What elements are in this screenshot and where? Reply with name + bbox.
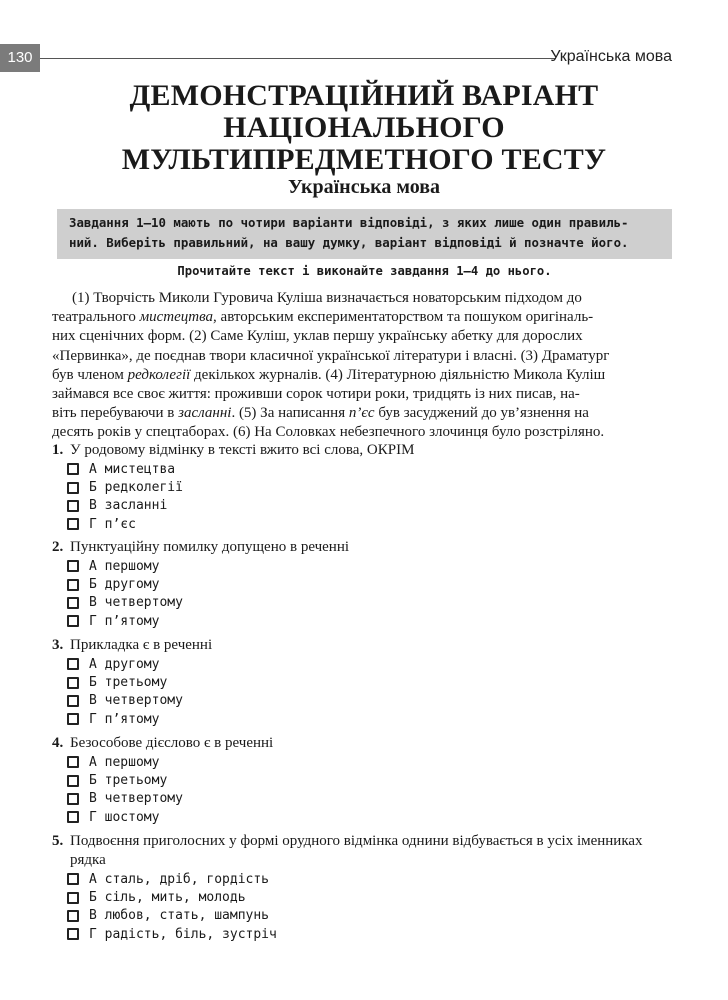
- title-line-3: МУЛЬТИПРЕДМЕТНОГО ТЕСТУ: [121, 143, 607, 176]
- checkbox-icon[interactable]: [67, 463, 79, 475]
- passage-line: «Первинка», де поєднав твори класичної української літератури і власні. (3) Драматург: [52, 347, 610, 364]
- answer-option[interactable]: [52, 497, 678, 515]
- passage-text: , авторським експериментаторством та пошуком оригіналь-: [213, 309, 594, 326]
- answer-option[interactable]: [52, 888, 678, 906]
- page-number: 130: [0, 44, 40, 72]
- checkbox-icon[interactable]: [67, 793, 79, 805]
- header-subject: Українська мова: [550, 48, 672, 65]
- passage-text: віть перебуваючи в: [52, 405, 179, 422]
- question-text: Безособове дієслово є в реченні: [70, 735, 274, 751]
- passage-text: театрального: [52, 309, 140, 326]
- checkbox-icon[interactable]: [67, 928, 79, 940]
- option-label: Г радість, біль, зустріч: [89, 926, 277, 942]
- option-label: В любов, стать, шампунь: [89, 908, 270, 924]
- passage-text: декількох журналів. (4) Літературною діяльністю Микола Куліш: [190, 366, 606, 383]
- passage-italic-word: редколегії: [127, 366, 191, 383]
- checkbox-icon[interactable]: [67, 713, 79, 725]
- question-number: 2.: [52, 539, 64, 555]
- option-label: Б другому: [89, 577, 160, 593]
- question-1: [52, 441, 678, 534]
- option-label: В четвертому: [89, 693, 183, 709]
- passage-line: них сценічних форм. (2) Саме Куліш, уклав першу українську абетку для дорослих: [52, 328, 583, 345]
- checkbox-icon[interactable]: [67, 560, 79, 572]
- checkbox-icon[interactable]: [67, 482, 79, 494]
- header-divider: [40, 58, 556, 59]
- checkbox-icon[interactable]: [67, 500, 79, 512]
- passage-line: (1) Творчість Миколи Гуровича Куліша визначається новаторським підходом до: [72, 290, 582, 306]
- answer-option[interactable]: [52, 870, 678, 888]
- option-label: А сталь, дріб, гордість: [89, 871, 270, 887]
- question-text: Подвоєння приголосних у формі орудного відмінка однини відбувається в усіх іменниках рядка: [70, 833, 643, 868]
- option-label: Б сіль, мить, молодь: [89, 890, 246, 906]
- option-label: В четвертому: [89, 595, 183, 611]
- checkbox-icon[interactable]: [67, 873, 79, 885]
- passage-line: [52, 308, 677, 327]
- answer-option[interactable]: [52, 594, 678, 612]
- option-label: В четвертому: [89, 791, 183, 807]
- answer-option[interactable]: [52, 557, 678, 575]
- instruction-line-2: ний. Виберіть правильний, на вашу думку, варіант відповіді й позначте його.: [69, 235, 629, 250]
- passage-line: займався все своє життя: проживши сорок чотири роки, тридцять із них писав, на-: [52, 386, 580, 403]
- answer-option[interactable]: [52, 478, 678, 496]
- page-header: [0, 44, 728, 74]
- answer-options: [52, 655, 678, 729]
- passage-text: був членом: [52, 366, 128, 383]
- passage-italic-word: мистецтва: [139, 309, 214, 326]
- answer-option[interactable]: [52, 612, 678, 630]
- question-3: [52, 636, 678, 729]
- option-label: А мистецтва: [89, 461, 176, 477]
- answer-options: [52, 460, 678, 534]
- checkbox-icon[interactable]: [67, 658, 79, 670]
- checkbox-icon[interactable]: [67, 811, 79, 823]
- answer-option[interactable]: [52, 808, 678, 826]
- passage-line: десять років у спецтаборах. (6) На Соловках небезпечного злочинця було розстріляно.: [52, 424, 605, 441]
- instruction-box: [57, 209, 672, 259]
- question-number: 1.: [52, 442, 64, 458]
- answer-option[interactable]: [52, 655, 678, 673]
- passage-intro: Прочитайте текст і виконайте завдання 1–4 до нього.: [177, 264, 552, 278]
- checkbox-icon[interactable]: [67, 677, 79, 689]
- passage-text: . (5) За написання: [231, 405, 349, 422]
- answer-option[interactable]: [52, 692, 678, 710]
- reading-passage: [52, 289, 677, 443]
- answer-option[interactable]: [52, 790, 678, 808]
- answer-option[interactable]: [52, 460, 678, 478]
- checkbox-icon[interactable]: [67, 910, 79, 922]
- option-label: Б редколегії: [89, 480, 183, 496]
- option-label: Г п’ятому: [89, 613, 160, 629]
- checkbox-icon[interactable]: [67, 695, 79, 707]
- checkbox-icon[interactable]: [67, 518, 79, 530]
- answer-options: [52, 870, 678, 944]
- question-text: У родовому відмінку в тексті вжито всі слова, ОКРІМ: [70, 442, 415, 458]
- checkbox-icon[interactable]: [67, 615, 79, 627]
- answer-option[interactable]: [52, 673, 678, 691]
- answer-option[interactable]: [52, 515, 678, 533]
- answer-option[interactable]: [52, 753, 678, 771]
- question-text: Прикладка є в реченні: [70, 637, 213, 653]
- answer-option[interactable]: [52, 575, 678, 593]
- question-5: [52, 832, 678, 944]
- title-line-2: НАЦІОНАЛЬНОГО: [223, 111, 505, 144]
- passage-italic-word: п’єс: [348, 405, 375, 422]
- question-text: Пунктуаційну помилку допущено в реченні: [70, 539, 350, 555]
- checkbox-icon[interactable]: [67, 892, 79, 904]
- question-number: 4.: [52, 735, 64, 751]
- question-4: [52, 734, 678, 827]
- option-label: Б третьому: [89, 773, 168, 789]
- option-label: Г п’ятому: [89, 711, 160, 727]
- instruction-line-1: Завдання 1–10 мають по чотири варіанти відповіді, з яких лише один правиль-: [69, 215, 629, 230]
- answer-options: [52, 753, 678, 827]
- passage-line: [52, 404, 677, 423]
- checkbox-icon[interactable]: [67, 756, 79, 768]
- answer-option[interactable]: [52, 710, 678, 728]
- answer-option[interactable]: [52, 925, 678, 943]
- section-subtitle: Українська мова: [287, 176, 441, 198]
- checkbox-icon[interactable]: [67, 775, 79, 787]
- option-label: А першому: [89, 754, 160, 770]
- answer-option[interactable]: [52, 771, 678, 789]
- question-number: 5.: [52, 833, 64, 849]
- option-label: А другому: [89, 656, 160, 672]
- checkbox-icon[interactable]: [67, 597, 79, 609]
- question-number: 3.: [52, 637, 64, 653]
- passage-text: був засуджений до ув’язнення на: [374, 405, 589, 422]
- passage-line: [52, 366, 677, 385]
- page-title: [40, 80, 688, 176]
- title-line-1: ДЕМОНСТРАЦІЙНИЙ ВАРІАНТ: [129, 79, 599, 112]
- answer-options: [52, 557, 678, 631]
- option-label: В засланні: [89, 498, 168, 514]
- option-label: Б третьому: [89, 675, 168, 691]
- option-label: А першому: [89, 558, 160, 574]
- passage-italic-word: засланні: [178, 405, 232, 422]
- option-label: Г шостому: [89, 809, 160, 825]
- checkbox-icon[interactable]: [67, 579, 79, 591]
- option-label: Г п’єс: [89, 516, 136, 532]
- answer-option[interactable]: [52, 907, 678, 925]
- question-2: [52, 538, 678, 631]
